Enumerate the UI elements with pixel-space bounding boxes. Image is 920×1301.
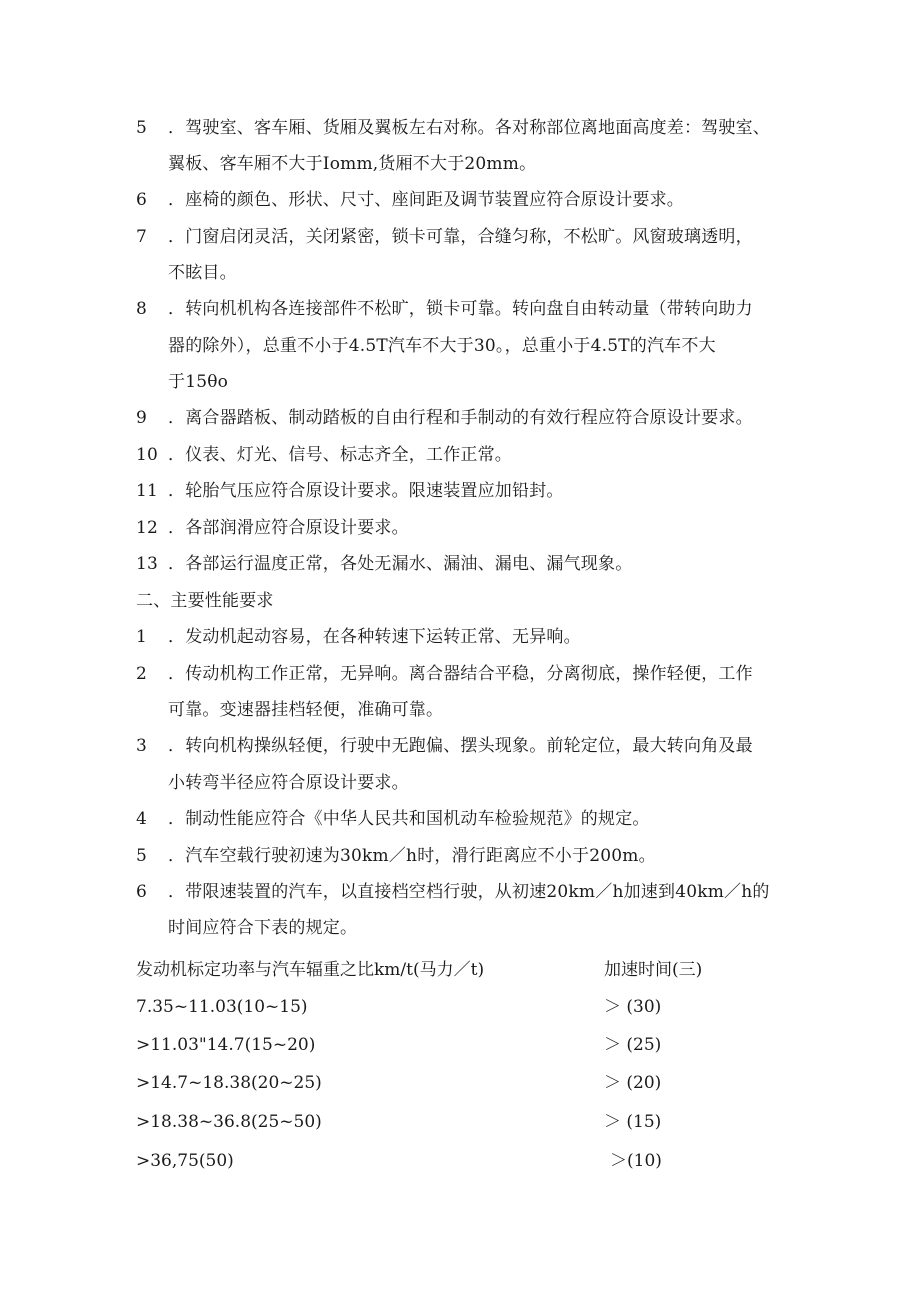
item-number: 4 [136,809,148,829]
item-text: ．各部运行温度正常，各处无漏水、漏油、漏电、漏气现象。 [168,554,633,574]
item-number: 5 [136,118,148,138]
section-heading: 二、主要性能要求 [136,591,274,611]
item-number: 13 [136,554,159,574]
item-text: ．驾驶室、客车厢、货厢及翼板左右对称。各对称部位离地面高度差：驾驶室、 [168,118,770,138]
item-number: 3 [136,736,148,756]
item-number: 11 [136,481,159,501]
item-continuation: 器的除外），总重不小于4.5T汽车不大于30。，总重小于4.5T的汽车不大 [168,336,716,356]
item-text: ．各部润滑应符合原设计要求。 [168,518,409,538]
item-text: ．制动性能应符合《中华人民共和国机动车检验规范》的规定。 [168,809,650,829]
list-item [136,554,632,574]
list-item [136,481,564,501]
list-item [136,627,581,647]
list-item [136,664,753,684]
list-item [136,118,770,138]
table-cell: ＞(10) [610,1151,662,1171]
item-number: 5 [136,846,148,866]
list-item [136,518,409,538]
item-text: ．转向机机构各连接部件不松旷，锁卡可靠。转向盘自由转动量（带转向助力 [168,299,753,319]
item-number: 8 [136,299,148,319]
item-number: 2 [136,664,148,684]
table-cell: 7.35~11.03(10~15) [136,997,308,1017]
item-number: 10 [136,445,159,465]
item-continuation: 可靠。变速器挂档轻便，准确可靠。 [168,700,444,720]
item-continuation: 不眩目。 [168,263,237,283]
table-cell: ＞ (20) [604,1073,662,1093]
item-continuation: 时间应符合下表的规定。 [168,918,358,938]
item-continuation: 翼板、客车厢不大于Iomm,货厢不大于20mm。 [168,154,537,174]
item-text: ．轮胎气压应符合原设计要求。限速装置应加铅封。 [168,481,564,501]
item-text: ．汽车空载行驶初速为30km／h时，滑行距离应不小于200m。 [168,846,656,866]
table-cell: >14.7~18.38(20~25) [136,1073,322,1093]
item-number: 6 [136,190,148,210]
item-number: 7 [136,227,148,247]
item-text: ．门窗启闭灵活，关闭紧密，锁卡可靠，合缝匀称，不松旷。风窗玻璃透明， [168,227,753,247]
list-item [136,445,512,465]
item-continuation: 小转弯半径应符合原设计要求。 [168,773,409,793]
item-text: ．转向机构操纵轻便，行驶中无跑偏、摆头现象。前轮定位，最大转向角及最 [168,736,753,756]
list-item [136,882,770,902]
item-number: 12 [136,518,159,538]
table-cell: ＞ (30) [604,997,662,1017]
table-cell: >11.03"14.7(15~20) [136,1035,316,1055]
item-number: 6 [136,882,148,902]
list-item [136,736,753,756]
table-cell: ＞ (25) [604,1035,662,1055]
list-item [136,190,684,210]
list-item [136,408,753,428]
table-cell: ＞ (15) [604,1112,662,1132]
table-header-cell: 发动机标定功率与汽车辐重之比km/t(马力／t) [136,960,485,980]
item-number: 1 [136,627,148,647]
table-cell: >36,75(50) [136,1151,234,1171]
list-item [136,809,650,829]
item-text: ．传动机构工作正常，无异响。离合器结合平稳，分离彻底，操作轻便，工作 [168,664,753,684]
table-header-cell: 加速时间(三) [604,960,703,980]
list-item [136,227,753,247]
item-text: ．座椅的颜色、形状、尺寸、座间距及调节装置应符合原设计要求。 [168,190,684,210]
list-item [136,846,656,866]
table-cell: >18.38~36.8(25~50) [136,1112,322,1132]
item-text: ．离合器踏板、制动踏板的自由行程和手制动的有效行程应符合原设计要求。 [168,408,753,428]
item-text: ．发动机起动容易，在各种转速下运转正常、无异响。 [168,627,581,647]
item-continuation: 于15θo [168,372,229,392]
list-item [136,299,753,319]
item-text: ．带限速装置的汽车，以直接档空档行驶，从初速20km／h加速到40km／h的 [168,882,770,902]
item-number: 9 [136,408,148,428]
item-text: ．仪表、灯光、信号、标志齐全，工作正常。 [168,445,512,465]
